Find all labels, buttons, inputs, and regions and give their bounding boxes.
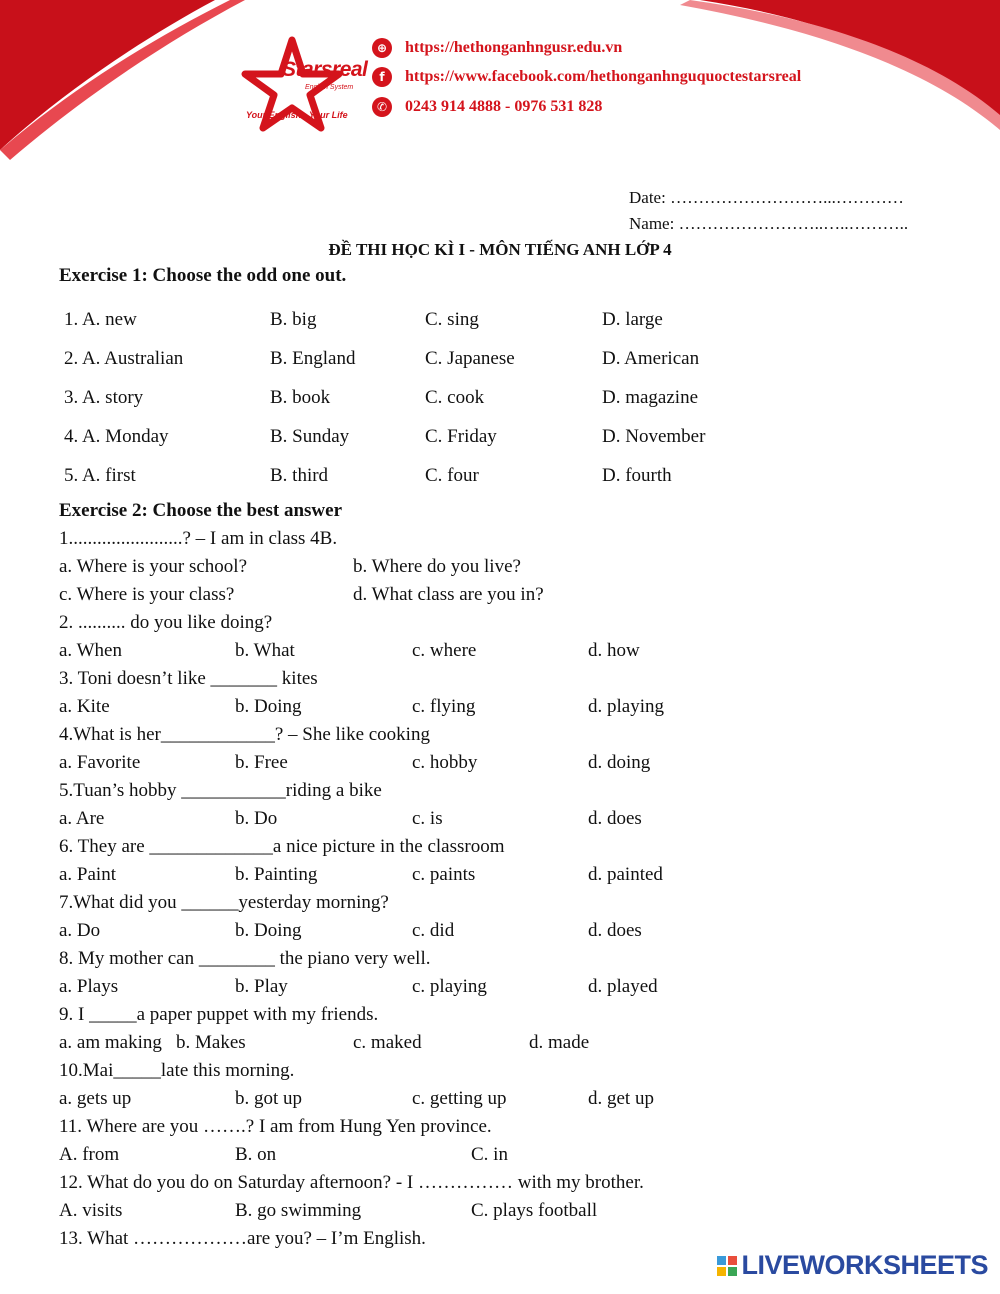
option: c. where (412, 640, 477, 661)
options-row (0, 696, 1000, 720)
option: 4. A. Monday (64, 426, 169, 447)
option: B. third (270, 465, 329, 486)
options-row (0, 1144, 1000, 1168)
option: a. When (59, 640, 122, 661)
option: d. doing (588, 752, 651, 773)
option: b. Play (235, 976, 288, 997)
options-row (0, 976, 1000, 1000)
option: C. sing (425, 309, 479, 330)
question-6: 6. They are _____________a nice picture in the classroom (59, 836, 505, 857)
option: c. paints (412, 864, 476, 885)
option: a. Where is your school? (59, 556, 248, 577)
watermark-text: LIVEWORKSHEETS (741, 1250, 988, 1280)
options-row (0, 808, 1000, 832)
option: c. hobby (412, 752, 478, 773)
option: d. get up (588, 1088, 654, 1109)
globe-icon: ⊕ (372, 38, 392, 58)
option: a. am making (59, 1032, 162, 1053)
option: C. in (471, 1144, 508, 1165)
option: d. does (588, 920, 642, 941)
option: c. maked (353, 1032, 422, 1053)
contact-website[interactable] (372, 38, 622, 58)
exercise2-heading: Exercise 2: Choose the best answer (59, 500, 343, 521)
options-row (0, 864, 1000, 888)
option: d. painted (588, 864, 663, 885)
option: C. plays football (471, 1200, 598, 1221)
question-5: 5.Tuan’s hobby ___________riding a bike (59, 780, 382, 801)
question-8: 8. My mother can ________ the piano very well. (59, 948, 431, 969)
option: 3. A. story (64, 387, 144, 408)
facebook-link[interactable]: https://www.facebook.com/hethonganhnguquoctestarsreal (405, 68, 802, 85)
exercise1-row (0, 309, 1000, 333)
option: A. visits (59, 1200, 123, 1221)
option: b. Where do you live? (353, 556, 521, 577)
option: B. big (270, 309, 317, 330)
option: D. large (602, 309, 663, 330)
question-4: 4.What is her____________? – She like cooking (59, 724, 430, 745)
question-9: 9. I _____a paper puppet with my friends. (59, 1004, 379, 1025)
options-row (0, 556, 1000, 580)
question-1: 1........................? – I am in class 4B. (59, 528, 338, 549)
option: d. made (529, 1032, 590, 1053)
option: b. Makes (176, 1032, 246, 1053)
option: b. Painting (235, 864, 318, 885)
option: D. magazine (602, 387, 699, 408)
option: d. played (588, 976, 658, 997)
option: b. Doing (235, 920, 302, 941)
exercise1-heading: Exercise 1: Choose the odd one out. (59, 265, 347, 286)
phone-icon: ✆ (372, 97, 392, 117)
option: c. Where is your class? (59, 584, 235, 605)
option: c. is (412, 808, 443, 829)
name-field: Name: ……………………..…..……….. (629, 214, 909, 233)
facebook-icon: f (372, 67, 392, 87)
option: C. Friday (425, 426, 497, 447)
logo-subtitle: English System (305, 84, 354, 91)
option: C. cook (425, 387, 485, 408)
option: B. on (235, 1144, 277, 1165)
options-row (0, 920, 1000, 944)
logo-name: Starsreal (282, 58, 368, 81)
logo-slogan: Your English - Your Life (246, 110, 348, 120)
option: 1. A. new (64, 309, 137, 330)
option: c. did (412, 920, 455, 941)
options-row (0, 1032, 1000, 1056)
option: C. four (425, 465, 479, 486)
option: 2. A. Australian (64, 348, 184, 369)
liveworksheets-watermark (717, 1250, 988, 1281)
option: d. What class are you in? (353, 584, 544, 605)
exercise1-row (0, 426, 1000, 450)
page-title: ĐỀ THI HỌC KÌ I - MÔN TIẾNG ANH LỚP 4 (328, 240, 672, 259)
option: a. Paint (59, 864, 116, 885)
option: c. flying (412, 696, 476, 717)
contact-phone (372, 97, 602, 117)
question-11: 11. Where are you …….? I am from Hung Yen province. (59, 1116, 492, 1137)
option: A. from (59, 1144, 120, 1165)
option: 5. A. first (64, 465, 136, 486)
contact-facebook[interactable] (372, 67, 801, 87)
option: a. Favorite (59, 752, 141, 773)
question-7: 7.What did you ______yesterday morning? (59, 892, 389, 913)
question-10: 10.Mai_____late this morning. (59, 1060, 295, 1081)
options-row (0, 1088, 1000, 1112)
option: a. gets up (59, 1088, 132, 1109)
question-3: 3. Toni doesn’t like _______ kites (59, 668, 318, 689)
option: c. getting up (412, 1088, 507, 1109)
option: c. playing (412, 976, 487, 997)
option: a. Are (59, 808, 105, 829)
option: B. go swimming (235, 1200, 362, 1221)
option: B. Sunday (270, 426, 350, 447)
option: d. how (588, 640, 640, 661)
option: b. Free (235, 752, 288, 773)
exercise1-row (0, 465, 1000, 489)
phone-number: 0243 914 4888 - 0976 531 828 (405, 98, 603, 115)
option: b. Do (235, 808, 278, 829)
option: D. fourth (602, 465, 672, 486)
options-row (0, 640, 1000, 664)
option: b. What (235, 640, 295, 661)
option: C. Japanese (425, 348, 515, 369)
option: a. Kite (59, 696, 110, 717)
option: b. got up (235, 1088, 303, 1109)
options-row (0, 752, 1000, 776)
options-row (0, 1200, 1000, 1224)
option: B. England (270, 348, 356, 369)
option: B. book (270, 387, 331, 408)
question-12: 12. What do you do on Saturday afternoon? - I …………… with my brother. (59, 1172, 644, 1193)
option: a. Plays (59, 976, 119, 997)
question-13: 13. What ………………are you? – I’m English. (59, 1228, 426, 1249)
option: a. Do (59, 920, 101, 941)
exercise1-row (0, 348, 1000, 372)
exercise1-row (0, 387, 1000, 411)
option: d. playing (588, 696, 664, 717)
option: D. November (602, 426, 706, 447)
date-field: Date: ………………………...………… (629, 188, 904, 207)
option: d. does (588, 808, 642, 829)
options-row (0, 584, 1000, 608)
website-link[interactable]: https://hethonganhngusr.edu.vn (405, 39, 623, 56)
option: D. American (602, 348, 700, 369)
option: b. Doing (235, 696, 302, 717)
liveworksheets-logo-icon (717, 1256, 737, 1276)
question-2: 2. .......... do you like doing? (59, 612, 273, 633)
